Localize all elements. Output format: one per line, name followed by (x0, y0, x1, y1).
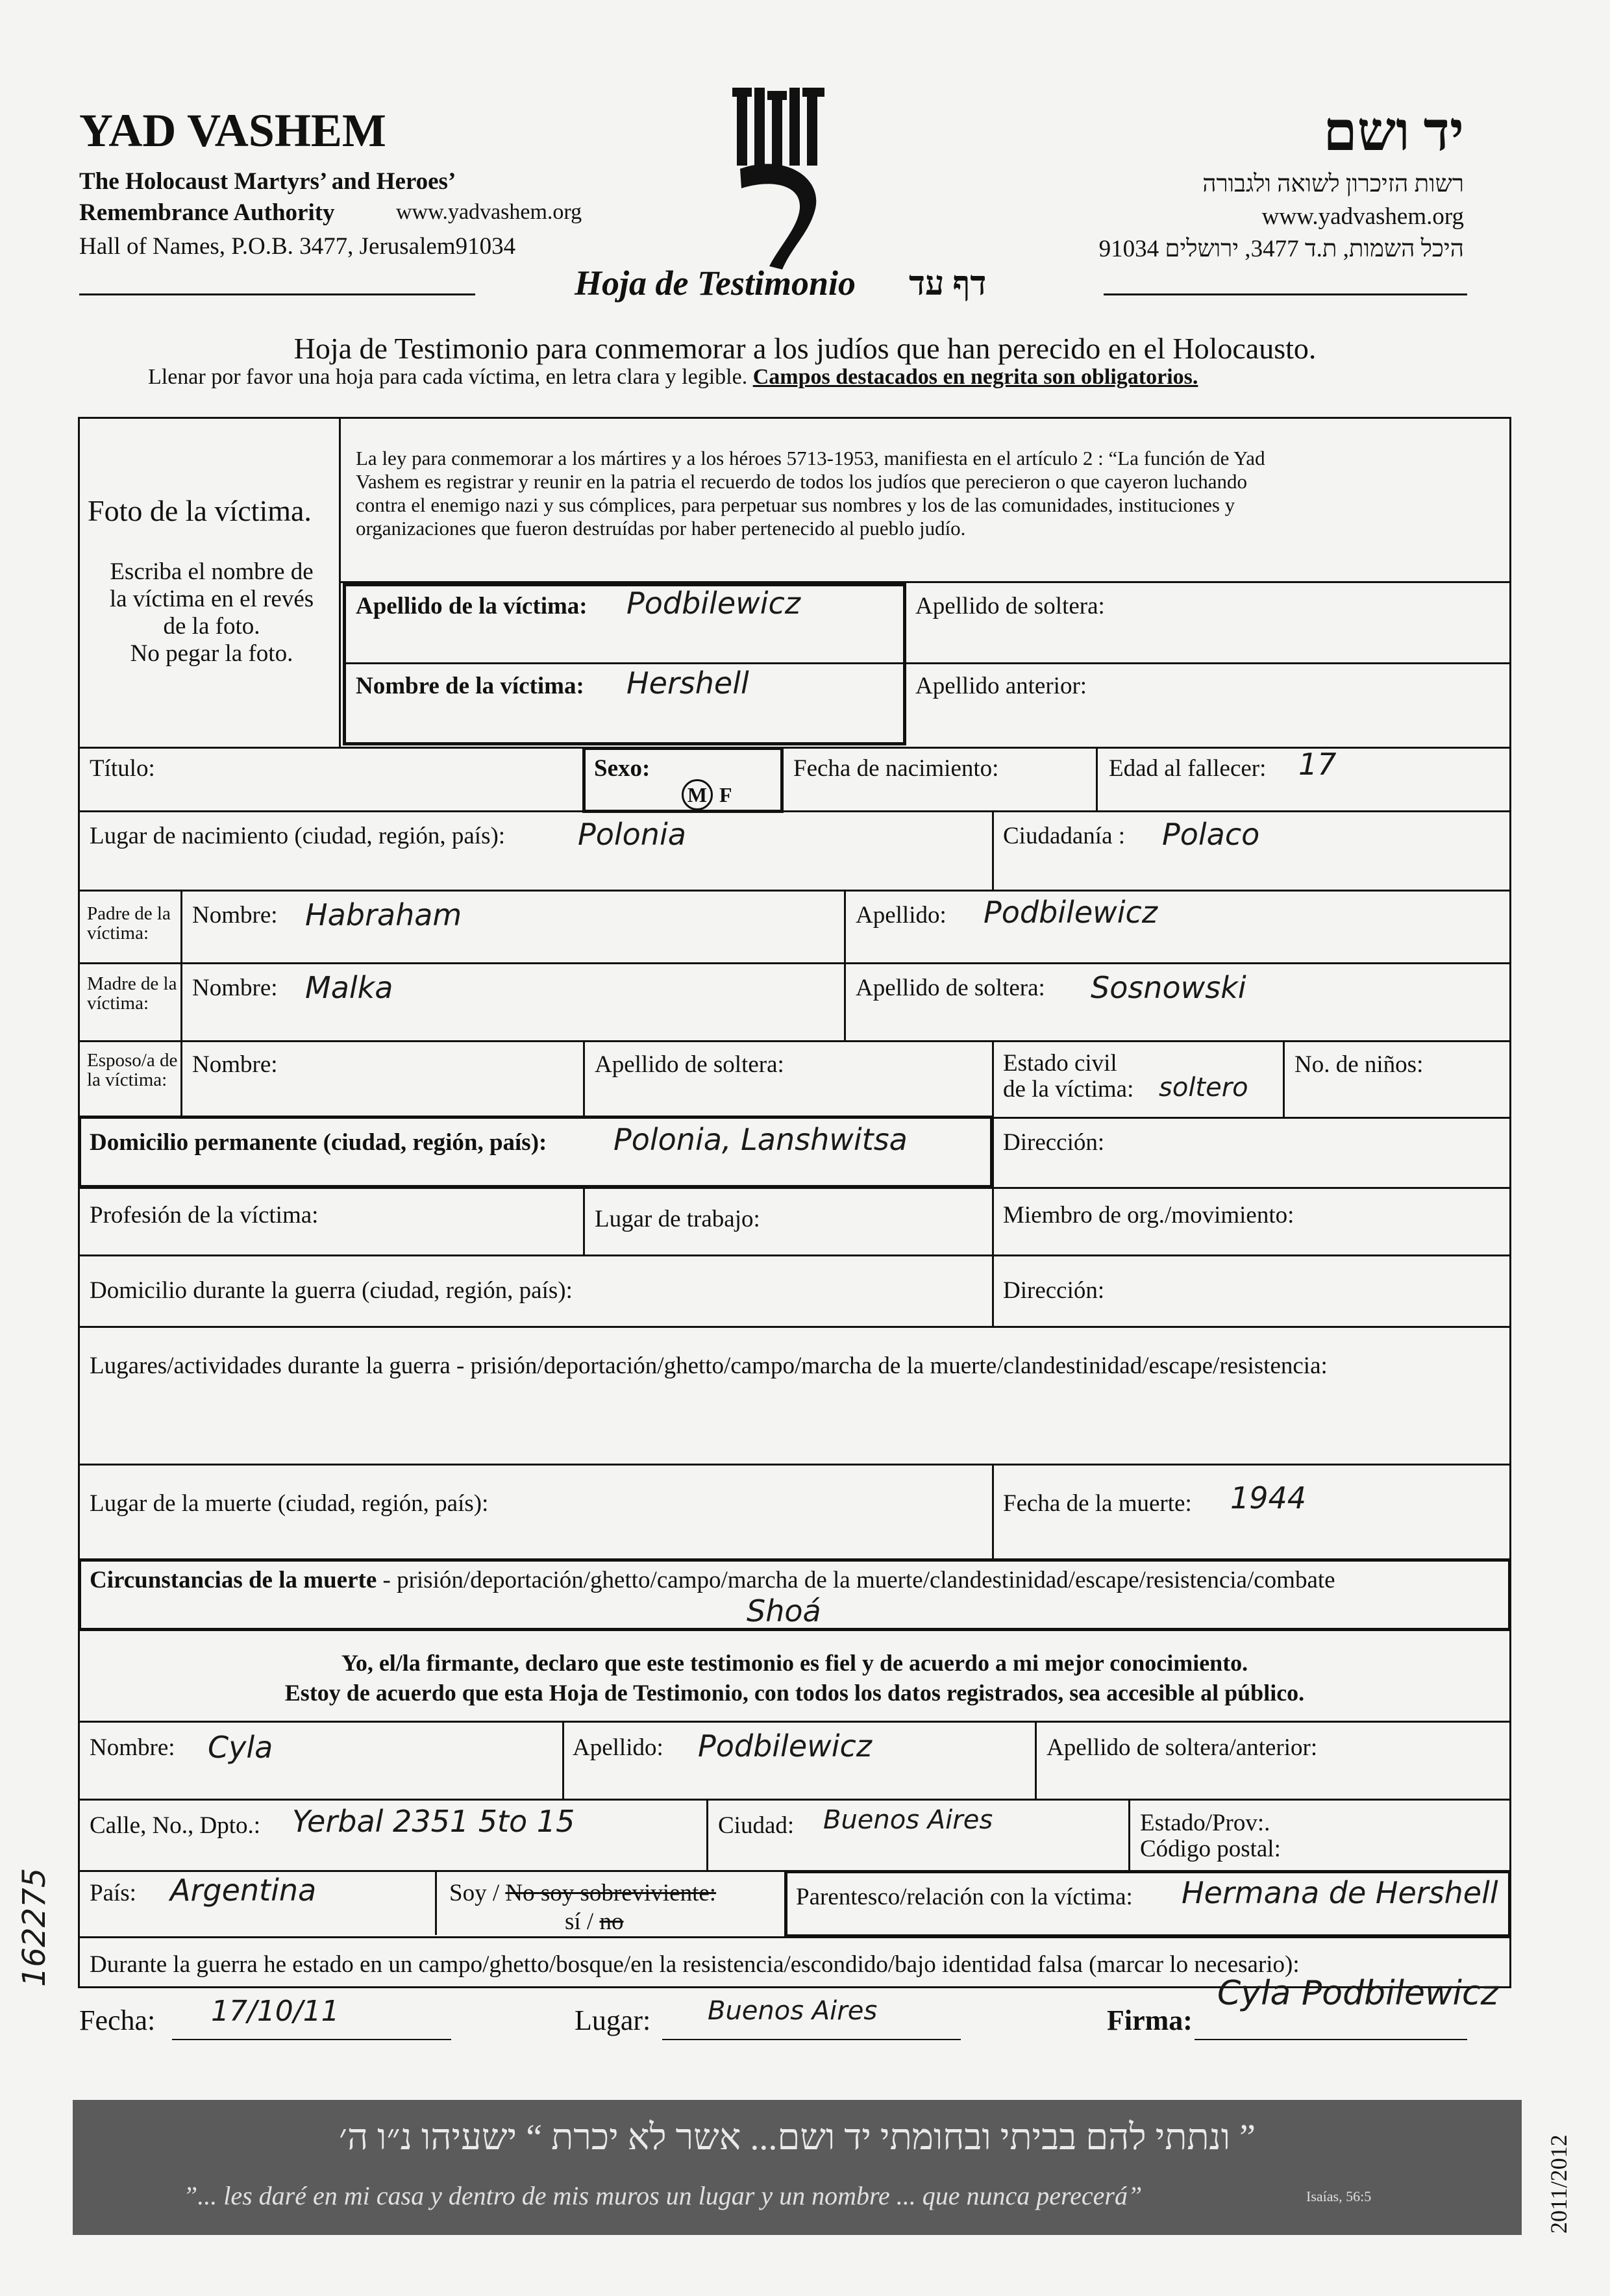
father-surname-label: Apellido: (856, 902, 947, 929)
survivor-label: Soy / No soy sobreviviente: (449, 1880, 717, 1906)
country-label: País: (90, 1880, 136, 1906)
quote-spanish: ”... les daré en mi casa y dentro de mis muros un lugar y un nombre ... que nunca perecerá” (183, 2181, 1143, 2210)
city-field[interactable]: Buenos Aires (823, 1805, 993, 1835)
father-name-label: Nombre: (192, 902, 278, 929)
age-field[interactable]: 17 (1298, 747, 1337, 782)
spouse-name-label: Nombre: (192, 1051, 278, 1078)
birthplace-label: Lugar de nacimiento (ciudad, región, país): (90, 823, 506, 849)
quote-hebrew: ” ונתתי להם בביתי ובחומתי יד ושם... אשר לא יכרת “ ישעיהו נ״ו ה׳ (339, 2117, 1256, 2158)
death-circumstances-field[interactable]: Shoá (747, 1593, 821, 1628)
war-address-label: Dirección: (1003, 1277, 1105, 1304)
war-places-label: Lugares/actividades durante la guerra - prisión/deportación/ghetto/campo/marcha de la muerte/clandestinidad/escape/resistencia: (90, 1353, 1328, 1379)
victim-maiden-label: Apellido de soltera: (915, 593, 1105, 619)
mother-maiden-field[interactable]: Sosnowski (1091, 970, 1246, 1005)
org-subtitle-he: רשות הזיכרון לשואה ולגבורה (1202, 171, 1464, 197)
submitter-surname-label: Apellido: (573, 1734, 663, 1761)
age-label: Edad al fallecer: (1109, 755, 1267, 782)
victim-firstname-label: Nombre de la víctima: (356, 673, 584, 699)
mother-row-label: Madre de la víctima: (87, 973, 177, 1014)
address-en: Hall of Names, P.O.B. 3477, Jerusalem91034 (79, 233, 516, 260)
father-surname-field[interactable]: Podbilewicz (984, 895, 1158, 930)
dob-label: Fecha de nacimiento: (793, 755, 999, 782)
yad-vashem-logo (727, 81, 837, 276)
victim-surname-field[interactable]: Podbilewicz (626, 586, 800, 621)
father-name-field[interactable]: Habraham (305, 897, 462, 932)
submitter-name-label: Nombre: (90, 1734, 175, 1761)
place-label: Lugar: (575, 2004, 651, 2036)
spouse-maiden-label: Apellido de soltera: (595, 1051, 784, 1078)
profession-label: Profesión de la víctima: (90, 1202, 319, 1229)
civil-status-label: Estado civil de la víctima: (1003, 1050, 1134, 1103)
intro-line-1: Hoja de Testimonio para conmemorar a los judíos que han perecido en el Holocausto. (293, 332, 1317, 365)
signature-field[interactable]: Cyla Podbilewicz (1217, 1974, 1498, 2013)
declaration: Yo, el/la firmante, declaro que este testimonio es fiel y de acuerdo a mi mejor conocimiento. Estoy de acuerdo que esta Hoja de Testimonio, con todos los datos registrados, sea accesible al público. (284, 1650, 1305, 1706)
website-en[interactable]: www.yadvashem.org (396, 200, 582, 224)
workplace-label: Lugar de trabajo: (595, 1206, 760, 1232)
death-place-label: Lugar de la muerte (ciudad, región, país): (90, 1490, 489, 1517)
quote-reference: Isaías, 56:5 (1306, 2188, 1372, 2204)
mother-name-label: Nombre: (192, 975, 278, 1001)
birthplace-field[interactable]: Polonia (578, 817, 686, 852)
form-title-he: דף עד (909, 266, 987, 303)
children-label: No. de niños: (1294, 1051, 1424, 1078)
victim-firstname-field[interactable]: Hershell (626, 666, 749, 701)
war-status-label: Durante la guerra he estado en un campo/ghetto/bosque/en la resistencia/escondido/bajo identidad falsa (marcar lo necesario): (90, 1951, 1300, 1978)
address-he: היכל השמות, ת.ד 3477, ירושלים 91034 (1098, 236, 1464, 262)
street-field[interactable]: Yerbal 2351 5to 15 (292, 1804, 575, 1839)
title-label: Título: (90, 755, 155, 782)
death-circumstances-label: Circunstancias de la muerte - prisión/deportación/ghetto/campo/marcha de la muerte/clandestinidad/escape/resistencia/combate (90, 1567, 1335, 1593)
org-subtitle-2: Remembrance Authority (79, 199, 335, 226)
form-version: 2011/2012 (1546, 2134, 1572, 2234)
war-residence-label: Domicilio durante la guerra (ciudad, región, país): (90, 1277, 573, 1304)
mother-maiden-label: Apellido de soltera: (856, 975, 1045, 1001)
website-he[interactable]: www.yadvashem.org (1261, 203, 1464, 230)
citizenship-field[interactable]: Polaco (1162, 817, 1260, 852)
street-label: Calle, No., Dpto.: (90, 1812, 261, 1839)
sex-m-option[interactable]: M (682, 779, 713, 810)
victim-prev-surname-label: Apellido anterior: (915, 673, 1087, 699)
spouse-row-label: Esposo/a de la víctima: (87, 1050, 178, 1090)
quote-banner (73, 2100, 1522, 2235)
state-postal-label: Estado/Prov:. Código postal: (1140, 1810, 1281, 1862)
member-org-label: Miembro de org./movimiento: (1003, 1202, 1294, 1229)
submitter-surname-field[interactable]: Podbilewicz (698, 1728, 872, 1764)
intro-mandatory-note: Campos destacados en negrita son obligatorios. (752, 365, 1198, 389)
victim-surname-label: Apellido de la víctima: (356, 593, 588, 619)
law-text: La ley para conmemorar a los mártires y a los héroes 5713-1953, manifiesta en el artículo 2 : “La función de Yad Vashem es registrar y reunir en la patria el recuerdo de todos los judíos que perecieron o que cayeron luchando contra el enemigo nazi y sus cómplices, para perpetuar sus nombres y los de las comunidades, instituciones y organizaciones que fueron destruídas por haber pertenecido al pueblo judío. (356, 447, 1265, 540)
death-date-label: Fecha de la muerte: (1003, 1490, 1192, 1517)
citizenship-label: Ciudadanía : (1003, 823, 1126, 849)
photo-instructions: Escriba el nombre de la víctima en el revés de la foto. No pegar la foto. (109, 558, 314, 667)
intro-line-2: Llenar por favor una hoja para cada víctima, en letra clara y legible. Campos destacados en negrita son obligatorios. (148, 365, 1198, 389)
date-label: Fecha: (79, 2004, 156, 2036)
survivor-options[interactable]: sí / no (565, 1908, 624, 1935)
permanent-residence-label: Domicilio permanente (ciudad, región, país): (90, 1129, 547, 1156)
mother-name-field[interactable]: Malka (305, 970, 393, 1005)
address-label: Dirección: (1003, 1129, 1105, 1156)
submitter-name-field[interactable]: Cyla (208, 1730, 273, 1765)
city-label: Ciudad: (718, 1812, 795, 1839)
permanent-residence-field[interactable]: Polonia, Lanshwitsa (613, 1122, 908, 1157)
civil-status-field[interactable]: soltero (1159, 1073, 1248, 1103)
death-date-field[interactable]: 1944 (1230, 1480, 1307, 1516)
relation-field[interactable]: Hermana de Hershell (1182, 1875, 1498, 1910)
sex-label: Sexo: (594, 755, 650, 782)
archive-number: 162275 (16, 1867, 53, 1987)
date-field[interactable]: 17/10/11 (211, 1995, 340, 2028)
submitter-maiden-label: Apellido de soltera/anterior: (1046, 1734, 1318, 1761)
org-subtitle-1: The Holocaust Martyrs’ and Heroes’ (79, 168, 456, 195)
sex-f-option[interactable]: F (719, 783, 732, 806)
photo-title: Foto de la víctima. (88, 494, 312, 527)
form-title: Hoja de Testimonio (575, 264, 856, 303)
org-name-he: יד ושם (1323, 102, 1464, 162)
relation-label: Parentesco/relación con la víctima: (796, 1884, 1133, 1910)
org-name-en: YAD VASHEM (79, 105, 386, 156)
father-row-label: Padre de la víctima: (87, 903, 171, 943)
country-field[interactable]: Argentina (170, 1873, 317, 1908)
signature-label: Firma: (1107, 2004, 1193, 2036)
place-field[interactable]: Buenos Aires (708, 1996, 878, 2026)
